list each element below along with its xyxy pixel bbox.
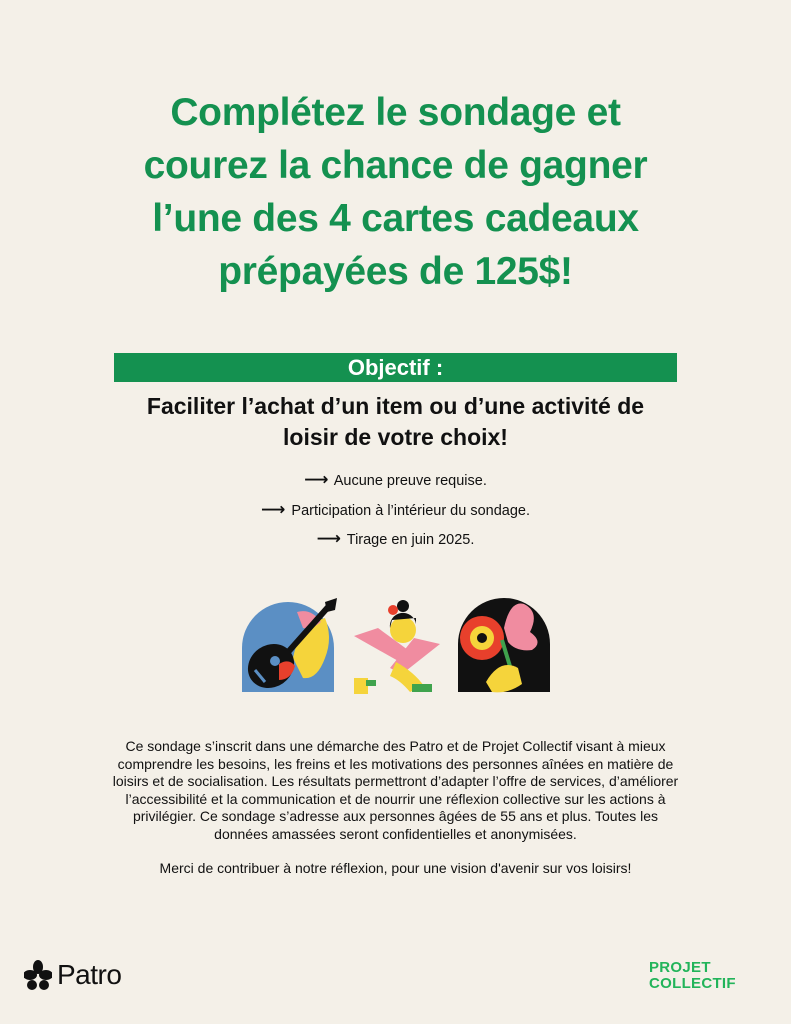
- patro-logo: [24, 958, 121, 992]
- body-text: [110, 738, 681, 878]
- subtitle-line: loisir de votre choix!: [283, 424, 508, 450]
- thanks-paragraph: Merci de contribuer à notre réflexion, pour une vision d'avenir sur vos loisirs!: [159, 860, 632, 876]
- bullet-text: Participation à l’intérieur du sondage.: [291, 502, 530, 519]
- objective-subtitle: [0, 391, 791, 453]
- headline-line: prépayées de 125$!: [218, 250, 573, 293]
- arrow-right-icon: ⟶: [304, 470, 329, 489]
- flower-smelling-icon: [458, 598, 550, 692]
- bullet-text: Aucune preuve requise.: [333, 473, 487, 489]
- subtitle-line: Faciliter l’achat d’un item ou d’une activité de: [146, 393, 645, 419]
- arrow-right-icon: ⟶: [316, 529, 341, 548]
- headline-line: Complétez le sondage et: [170, 91, 621, 134]
- bullet-item: [0, 525, 791, 555]
- bullet-item: [0, 496, 791, 526]
- bullet-list: [0, 466, 791, 555]
- bullet-item: [0, 466, 791, 496]
- illustrations: [241, 598, 551, 694]
- guitar-player-icon: [241, 598, 337, 694]
- objective-banner: Objectif :: [114, 353, 677, 382]
- projet-collectif-logo: [649, 960, 736, 992]
- projet-collectif-line: COLLECTIF: [649, 975, 736, 992]
- headline-line: l’une des 4 cartes cadeaux: [152, 197, 639, 240]
- headline: [0, 86, 791, 298]
- dancing-person-icon: [354, 600, 440, 694]
- bullet-text: Tirage en juin 2025.: [346, 532, 475, 548]
- headline-line: courez la chance de gagner: [143, 144, 648, 187]
- arrow-right-icon: ⟶: [261, 499, 286, 519]
- patro-wordmark: Patro: [57, 959, 122, 990]
- projet-collectif-line: PROJET: [649, 959, 711, 976]
- patro-flower-icon: [24, 960, 52, 990]
- body-paragraph: Ce sondage s’inscrit dans une démarche des Patro et de Projet Collectif visant à mieux comprendre les besoins, les freins et les motivations des personnes aînées en matière de loisirs et de socialisation. Les résultats permettront d’adapter l’offre de services, d’améliorer l’accessibilité et la communication et de nourrir une réflexion collective sur les actions à privilégier. Ce sondage s’adresse aux personnes âgées de 55 ans et plus. Toutes les données amassées seront confidentielles et anonymisées.: [112, 738, 679, 842]
